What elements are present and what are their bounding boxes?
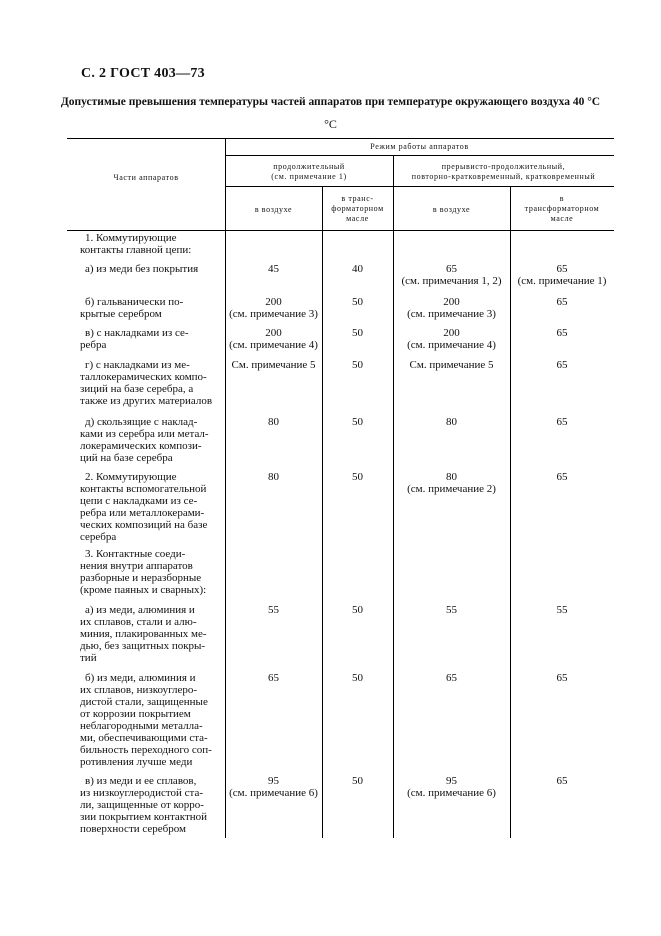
cell-v3 xyxy=(393,471,510,495)
cell-v1 xyxy=(225,775,322,799)
table-top-rule xyxy=(67,138,614,139)
row-label-line: а) из меди без покрытия xyxy=(85,263,199,275)
cell-value: 50 xyxy=(352,471,363,483)
row-label-line: нения внутри аппаратов xyxy=(80,560,193,572)
cell-value: (см. примечание 2) xyxy=(407,483,496,495)
cell-value: (см. примечание 4) xyxy=(229,339,318,351)
cell-value: 80 xyxy=(268,416,279,428)
row-label-line: цепи с накладками из се- xyxy=(80,495,198,507)
row-label-line: дистой стали, защищенные xyxy=(80,696,208,708)
cell-value: 95 xyxy=(446,775,457,787)
cell-value: (см. примечание 3) xyxy=(407,308,496,320)
cell-v2 xyxy=(322,327,393,339)
row-label-line: локерамических компози- xyxy=(80,440,202,452)
row-label-line: зии покрытием контактной xyxy=(80,811,208,823)
row-label-line: ций на базе серебра xyxy=(80,452,173,464)
cell-value: 65 xyxy=(556,263,568,275)
cell-value: 80 xyxy=(446,471,457,483)
cell-value: 50 xyxy=(352,775,363,787)
cell-value: 65 xyxy=(556,416,568,428)
cell-value: 50 xyxy=(352,416,363,428)
row-label-line: в) из меди и ее сплавов, xyxy=(85,775,197,787)
cell-value: 200 xyxy=(443,327,460,339)
cell-v4 xyxy=(510,296,614,308)
cell-value: 65 xyxy=(556,471,568,483)
oil-header-2: в трансформаторном масле xyxy=(524,194,600,223)
cell-value: 55 xyxy=(556,604,568,616)
row-label-line: дью, без защитных покры- xyxy=(80,640,206,652)
row-label xyxy=(80,471,220,543)
cell-value: 65 xyxy=(556,672,568,684)
cell-v4 xyxy=(510,327,614,339)
row-label xyxy=(80,672,220,768)
table-caption: Допустимые превышения температуры частей аппаратов при температуре окружающего воздуха 40 °С xyxy=(60,96,601,108)
row-label-line: таллокерамических компо- xyxy=(80,371,207,383)
cell-value: 50 xyxy=(352,327,363,339)
cell-value: 50 xyxy=(352,296,363,308)
cell-v3 xyxy=(393,604,510,616)
row-label-line: 1. Коммутирующие xyxy=(85,232,177,244)
row-label-line: 3. Контактные соеди- xyxy=(85,548,186,560)
row-label-line: их сплавов, стали и алю- xyxy=(80,616,197,628)
cell-value: 200 xyxy=(265,296,282,308)
cell-value: 65 xyxy=(446,263,457,275)
row-label-line: б) из меди, алюминия и xyxy=(85,672,196,684)
row-label-line: их сплавов, низкоуглеро- xyxy=(80,684,198,696)
row-label-line: контакты вспомогательной xyxy=(80,483,207,495)
row-label-line: ческих композиций на базе xyxy=(80,519,208,531)
air-header-2: в воздухе xyxy=(432,205,471,214)
row-label-line: ребра или металлокерами- xyxy=(80,507,205,519)
cell-v2 xyxy=(322,263,393,275)
row-label-line: неблагородными металла- xyxy=(80,720,203,732)
row-label-line: также из других материалов xyxy=(80,395,213,407)
cell-value: 45 xyxy=(268,263,279,275)
cell-v3 xyxy=(393,296,510,320)
cell-v3 xyxy=(393,775,510,799)
cell-value: 65 xyxy=(556,359,568,371)
row-label xyxy=(80,416,220,464)
cell-value: 55 xyxy=(446,604,457,616)
cell-value: 200 xyxy=(265,327,282,339)
row-label xyxy=(80,359,220,407)
row-label xyxy=(80,327,220,351)
row-label-line: д) скользящие с наклад- xyxy=(85,416,198,428)
row-label-line: от коррозии покрытием xyxy=(80,708,191,720)
cell-v2 xyxy=(322,604,393,616)
row-label-line: ми, обеспечивающими ста- xyxy=(80,732,208,744)
row-label-line: б) гальванически по- xyxy=(85,296,184,308)
row-label xyxy=(80,548,220,596)
cell-v1 xyxy=(225,604,322,616)
col-divider-2 xyxy=(322,186,323,838)
row-label-line: г) с накладками из ме- xyxy=(85,359,190,371)
mode-rule xyxy=(225,155,614,156)
cell-value: 40 xyxy=(352,263,363,275)
air-header-1: в воздухе xyxy=(254,205,293,214)
cell-v2 xyxy=(322,775,393,787)
cell-value: 55 xyxy=(268,604,279,616)
col-divider-3 xyxy=(393,155,394,838)
row-label xyxy=(80,296,220,320)
cell-value: 200 xyxy=(443,296,460,308)
cell-v4 xyxy=(510,604,614,616)
cell-value: 95 xyxy=(268,775,279,787)
cell-value: (см. примечание 1) xyxy=(517,275,607,287)
cell-value: 65 xyxy=(556,775,568,787)
cell-value: 50 xyxy=(352,672,363,684)
cell-v1 xyxy=(225,296,322,320)
row-label-line: тий xyxy=(80,652,97,664)
cell-v1 xyxy=(225,416,322,428)
col-divider-1 xyxy=(225,138,226,838)
mode-header: Режим работы аппаратов xyxy=(370,142,469,151)
cell-value: 65 xyxy=(556,327,568,339)
unit-label: °С xyxy=(324,117,337,131)
row-label xyxy=(80,263,220,275)
row-label-line: 2. Коммутирующие xyxy=(85,471,177,483)
row-label-line: ротивления лучше меди xyxy=(80,756,193,768)
cell-value: 65 xyxy=(446,672,457,684)
cell-v4 xyxy=(510,672,614,684)
row-label-line: в) с накладками из се- xyxy=(85,327,189,339)
cell-v2 xyxy=(322,359,393,371)
cell-v3 xyxy=(393,359,510,371)
row-label-line: ли, защищенные от корро- xyxy=(80,799,204,811)
cell-v1 xyxy=(225,359,322,371)
row-label-line: а) из меди, алюминия и xyxy=(85,604,195,616)
cell-v4 xyxy=(510,471,614,483)
cell-value: (см. примечание 3) xyxy=(229,308,318,320)
row-label-line: ребра xyxy=(80,339,107,351)
cell-v2 xyxy=(322,672,393,684)
cell-value: См. примечание 5 xyxy=(409,359,494,371)
cell-v2 xyxy=(322,296,393,308)
continuous-header: продолжительный (см. примечание 1) xyxy=(271,162,347,181)
cell-value: 65 xyxy=(556,296,568,308)
cell-value: 50 xyxy=(352,604,363,616)
row-label-line: поверхности серебром xyxy=(80,823,187,835)
cell-v3 xyxy=(393,416,510,428)
row-label-line: из низкоуглеродистой ста- xyxy=(80,787,204,799)
row-label-line: ками из серебра или метал- xyxy=(80,428,209,440)
cell-value: (см. примечания 1, 2) xyxy=(401,275,502,287)
cell-v4 xyxy=(510,263,614,287)
cell-v1 xyxy=(225,471,322,483)
cell-v2 xyxy=(322,416,393,428)
row-label-line: бильность переходного соп- xyxy=(80,744,212,756)
row-label-line: крытые серебром xyxy=(80,308,162,320)
row-label xyxy=(80,775,220,835)
cell-v3 xyxy=(393,327,510,351)
col-parts-header: Части аппаратов xyxy=(113,173,179,182)
row-label-line: контакты главной цепи: xyxy=(80,244,192,256)
cell-value: (см. примечание 4) xyxy=(407,339,496,351)
cell-value: 80 xyxy=(446,416,457,428)
row-label-line: зиций на базе серебра, а xyxy=(80,383,194,395)
row-label-line: (кроме паяных и сварных): xyxy=(80,584,207,596)
subheader-rule xyxy=(225,186,614,187)
cell-v1 xyxy=(225,672,322,684)
intermittent-header: прерывисто-продолжительный, повторно-кратковременный, кратковременный xyxy=(411,162,596,181)
table-header-rule xyxy=(67,230,614,231)
page-header: С. 2 ГОСТ 403—73 xyxy=(81,66,205,81)
row-label xyxy=(80,604,220,664)
row-label xyxy=(80,232,220,256)
cell-value: 50 xyxy=(352,359,363,371)
cell-v3 xyxy=(393,263,510,287)
cell-value: (см. примечание 6) xyxy=(407,787,496,799)
cell-value: (см. примечание 6) xyxy=(229,787,318,799)
cell-v4 xyxy=(510,775,614,787)
cell-v4 xyxy=(510,416,614,428)
cell-value: 80 xyxy=(268,471,279,483)
cell-v1 xyxy=(225,327,322,351)
cell-v4 xyxy=(510,359,614,371)
cell-v1 xyxy=(225,263,322,275)
row-label-line: миния, плакированных ме- xyxy=(80,628,207,640)
cell-v3 xyxy=(393,672,510,684)
cell-v2 xyxy=(322,471,393,483)
oil-header-1: в транс- форматорном масле xyxy=(331,194,384,223)
row-label-line: серебра xyxy=(80,531,117,543)
cell-value: См. примечание 5 xyxy=(231,359,316,371)
cell-value: 65 xyxy=(268,672,279,684)
row-label-line: разборные и неразборные xyxy=(80,572,202,584)
